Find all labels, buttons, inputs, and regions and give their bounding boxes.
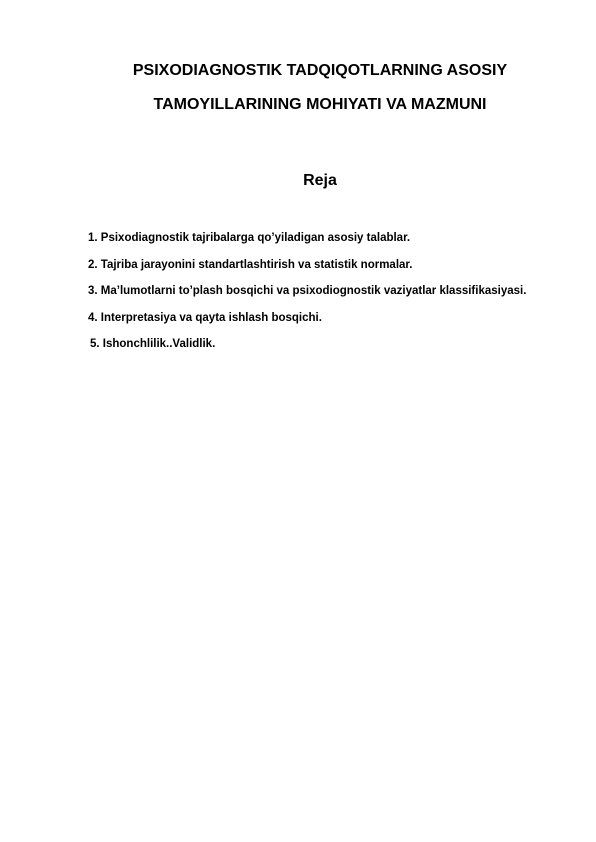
- plan-heading: Reja: [303, 172, 337, 189]
- plan-item-4: 4. Interpretasiya va qayta ishlash bosqichi.: [88, 311, 322, 324]
- document-title-line-1: PSIXODIAGNOSTIK TADQIQOTLARNING ASOSIY: [132, 62, 508, 79]
- plan-item-5: 5. Ishonchlilik..Validlik.: [90, 338, 216, 350]
- plan-item-3: 3. Ma’lumotlarni to’plash bosqichi va psixodiognostik vaziyatlar klassifikasiyasi.: [88, 285, 527, 297]
- plan-item-1: 1. Psixodiagnostik tajribalarga qo’yiladigan asosiy talablar.: [88, 232, 411, 244]
- document-title-line-2: TAMOYILLARINING MOHIYATI VA MAZMUNI: [153, 96, 487, 113]
- plan-list: [88, 230, 526, 363]
- plan-item-2: 2. Tajriba jarayonini standartlashtirish va statistik normalar.: [88, 258, 413, 271]
